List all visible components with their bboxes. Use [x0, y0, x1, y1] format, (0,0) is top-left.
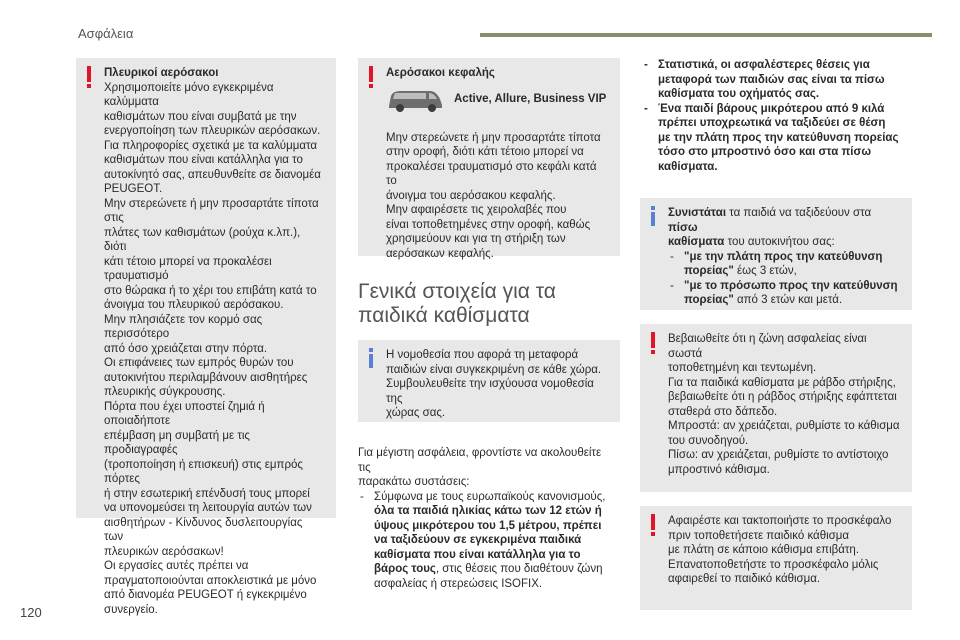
list-item-line: Ένα παιδί βάρους μικρότερου από 9 κιλά	[658, 102, 885, 115]
text-line: Για μέγιστη ασφάλεια, φροντίστε να ακολουθείτε τις	[358, 447, 602, 474]
bullet-bold-line: ύψους μικρότερου του 1,5 μέτρου, πρέπει	[374, 519, 602, 532]
text-line: στην οροφή, διότι κάτι τέτοιο μπορεί να	[386, 146, 584, 158]
text-line: (τροποποίηση ή επισκευή) στις εμπρός πόρτες	[104, 458, 303, 485]
versions-label: Active, Allure, Business VIP	[454, 93, 607, 106]
section-heading-line-2: παιδικά καθίσματα	[358, 304, 530, 327]
list-item-line: καθίσματα του οχήματός σας.	[658, 88, 820, 100]
bullet-bold-line: όλα τα παιδιά ηλικίας κάτω των 12 ετών ή	[374, 505, 602, 517]
text-line: Μην στερεώνετε ή μην προσαρτάτε τίποτα στις	[104, 197, 319, 224]
section-heading	[358, 280, 620, 328]
text-line: από διανομέα PEUGEOT ή εγκεκριμένο	[104, 589, 307, 601]
column-1	[76, 58, 336, 616]
bullet-tail-1: , στις θέσεις που διαθέτουν ζώνη	[435, 563, 603, 575]
headrest-text	[668, 514, 900, 587]
bullet-prefix: Σύμφωνα με τους ευρωπαϊκούς κανονισμούς,	[374, 490, 606, 503]
text-line: αυτοκίνητό σας, απευθυνθείτε σε διανομέα	[104, 168, 321, 181]
text-line: ενεργοποίηση των πλευρικών αερόσακων.	[104, 125, 321, 137]
text-line: με πλάτη σε κάποιο κάθισμα επιβάτη.	[668, 544, 860, 556]
text-line: Πόρτα που έχει υποστεί ζημιά ή οποιαδήποτε	[104, 400, 265, 427]
list-item-line: μεταφορά των παιδιών σας είναι τα πίσω	[658, 73, 885, 86]
list-item-line: καθίσματα.	[658, 160, 718, 173]
text-line: Μπροστά: αν χρειάζεται, ρυθμίστε το κάθισμα	[668, 420, 900, 432]
text-line: από όσο χρειάζεται στην πόρτα.	[104, 342, 268, 355]
text-line: καθισμάτων που είναι κατάλληλα για το	[104, 154, 303, 166]
list-item-line: πρέπει υποχρεωτικά να ταξιδεύει σε θέση	[658, 117, 886, 129]
list-item	[358, 490, 608, 592]
list-item	[642, 58, 912, 102]
text-line: να υπονομεύσει τη λειτουργία αυτών των	[104, 502, 312, 514]
text-line: βεβαιωθείτε ότι η ράβδος στήριξης εφάπτεται	[668, 391, 897, 403]
text-line: τοποθετημένη και τεντωμένη.	[668, 362, 817, 374]
list-item: - "με την πλάτη προς την κατεύθυνση πορείας" έως 3 ετών,	[668, 250, 900, 279]
text-line: αυτοκινήτου περιλαμβάνουν αισθητήρες	[104, 371, 308, 384]
recommendations-text	[358, 438, 620, 601]
text-line: Χρησιμοποιείτε μόνο εγκεκριμένα καλύμματα	[104, 81, 274, 108]
text-line: Μην στερεώνετε ή μην προσαρτάτε τίποτα	[386, 131, 601, 144]
recommended-seats-info-box	[640, 198, 912, 310]
bullet-bold-line: καθίσματα που είναι κατάλληλα για το	[374, 548, 581, 561]
text-line: Οι επιφάνειες των εμπρός θυρών του	[104, 357, 294, 369]
bullet-tail-2: ασφαλείας ή στερεώσεις ISOFIX.	[374, 577, 543, 590]
text-line: Για τα παιδικά καθίσματα με ράβδο στήριξης,	[668, 376, 896, 389]
text-line: κάτι τέτοιο μπορεί να προκαλέσει τραυματισμό	[104, 255, 272, 282]
text-line: μπροστινό κάθισμα.	[668, 463, 770, 476]
list-item-line: Στατιστικά, οι ασφαλέστερες θέσεις για	[658, 59, 870, 71]
curtain-airbags-title: Αερόσακοι κεφαλής	[386, 67, 495, 79]
legislation-info-box	[358, 340, 620, 422]
text-line: πραγματοποιούνται αποκλειστικά με μόνο	[104, 574, 317, 587]
text-line: πλάτες των καθισμάτων (ρούχα κ.λπ.), διότι	[104, 226, 301, 253]
rec-line-1: Συνιστάται τα παιδιά να ταξιδεύουν στα πίσω	[668, 207, 872, 234]
text-line: είναι τοποθετημένες στην οροφή, καθώς	[386, 218, 591, 231]
list-item-line: με την πλάτη προς την κατεύθυνση πορείας	[658, 131, 899, 144]
column-3	[640, 58, 912, 610]
text-line: PEUGEOT.	[104, 183, 163, 195]
header-bar	[480, 33, 932, 37]
text-line: Μην πλησιάζετε τον κορμό σας περισσότερο	[104, 313, 263, 340]
seat-belt-warning-box	[640, 324, 912, 492]
legislation-info-text	[386, 348, 608, 421]
text-line: σταθερά στο δάπεδο.	[668, 405, 778, 418]
text-line: άνοιγμα του πλευρικού αερόσακου.	[104, 299, 284, 311]
text-line: Οι εργασίες αυτές πρέπει να	[104, 560, 249, 572]
list-item: - "με το πρόσωπο προς την κατεύθυνση πορείας" από 3 ετών και μετά.	[668, 279, 900, 308]
text-line: Μην αφαιρέσετε τις χειρολαβές που	[386, 204, 567, 216]
rec-line-2: καθίσματα του αυτοκινήτου σας:	[668, 236, 835, 248]
text-line: αισθητήρων - Κίνδυνος δυσλειτουργίας των	[104, 516, 303, 543]
text-line: καθισμάτων που είναι συμβατά με την	[104, 110, 297, 123]
text-line: Συμβουλευθείτε την ισχύουσα νομοθεσία της	[386, 378, 594, 405]
bullet-bold-line: να ταξιδεύουν σε εγκεκριμένα παιδικά	[374, 534, 582, 546]
text-line: Η νομοθεσία που αφορά τη μεταφορά	[386, 349, 579, 361]
text-line: Βεβαιωθείτε ότι η ζώνη ασφαλείας είναι σωστά	[668, 333, 867, 360]
text-line: στο θώρακα ή το χέρι του επιβάτη κατά το	[104, 284, 317, 297]
text-line: ή στην εσωτερική επένδυσή τους μπορεί	[104, 487, 310, 500]
header-title: Ασφάλεια	[78, 26, 134, 41]
text-line: πλευρικής σύγκρουσης.	[104, 386, 226, 398]
list-item-line: τόσο στο μπροστινό όσο και στα πίσω	[658, 146, 872, 158]
text-line: αφαιρεθεί το παιδικό κάθισμα.	[668, 573, 821, 585]
text-line: χώρας σας.	[386, 407, 446, 419]
versions-row	[386, 87, 608, 113]
list-item	[642, 102, 912, 175]
text-line: αερόσακων κεφαλής.	[386, 247, 494, 260]
page-number: 120	[20, 605, 42, 620]
text-line: Πίσω: αν χρειάζεται, ρυθμίστε το αντίστοιχο	[668, 449, 889, 461]
headrest-warning-box	[640, 506, 912, 610]
column-2	[358, 58, 620, 601]
van-icon	[386, 87, 444, 113]
side-airbags-title: Πλευρικοί αερόσακοι	[104, 67, 219, 79]
section-heading-line-1: Γενικά στοιχεία για τα	[358, 280, 556, 303]
text-line: πριν τοποθετήσετε παιδικό κάθισμα	[668, 529, 850, 542]
text-line: άνοιγμα του αερόσακου κεφαλής.	[386, 189, 556, 202]
text-line: του συνοδηγού.	[668, 434, 749, 447]
text-line: πλευρικών αερόσακων!	[104, 545, 224, 558]
curtain-airbags-text	[386, 131, 608, 262]
text-line: χρησιμεύουν και για τη στήριξη των	[386, 233, 566, 245]
text-line: παιδιών είναι συγκεκριμένη σε κάθε χώρα.	[386, 363, 602, 376]
text-line: Για πληροφορίες σχετικά με τα καλύμματα	[104, 139, 318, 152]
text-line: Αφαιρέστε και τακτοποιήστε το προσκέφαλο	[668, 515, 892, 527]
text-line: προκαλέσει τραυματισμό στο κεφάλι κατά το	[386, 160, 597, 187]
curtain-airbags-warning-box	[358, 58, 620, 260]
seat-belt-text	[668, 332, 900, 477]
text-line: επέμβαση μη συμβατή με τις προδιαγραφές	[104, 429, 250, 456]
text-line: Επανατοποθετήστε το προσκέφαλο μόλις	[668, 558, 879, 571]
bullet-bold-last: βάρος τους	[374, 563, 436, 575]
side-airbags-warning-box	[76, 58, 336, 616]
side-airbags-text	[104, 81, 324, 618]
text-line: παρακάτω συστάσεις:	[358, 476, 470, 488]
statistics-list	[640, 58, 912, 174]
text-line: συνεργείο.	[104, 603, 158, 616]
